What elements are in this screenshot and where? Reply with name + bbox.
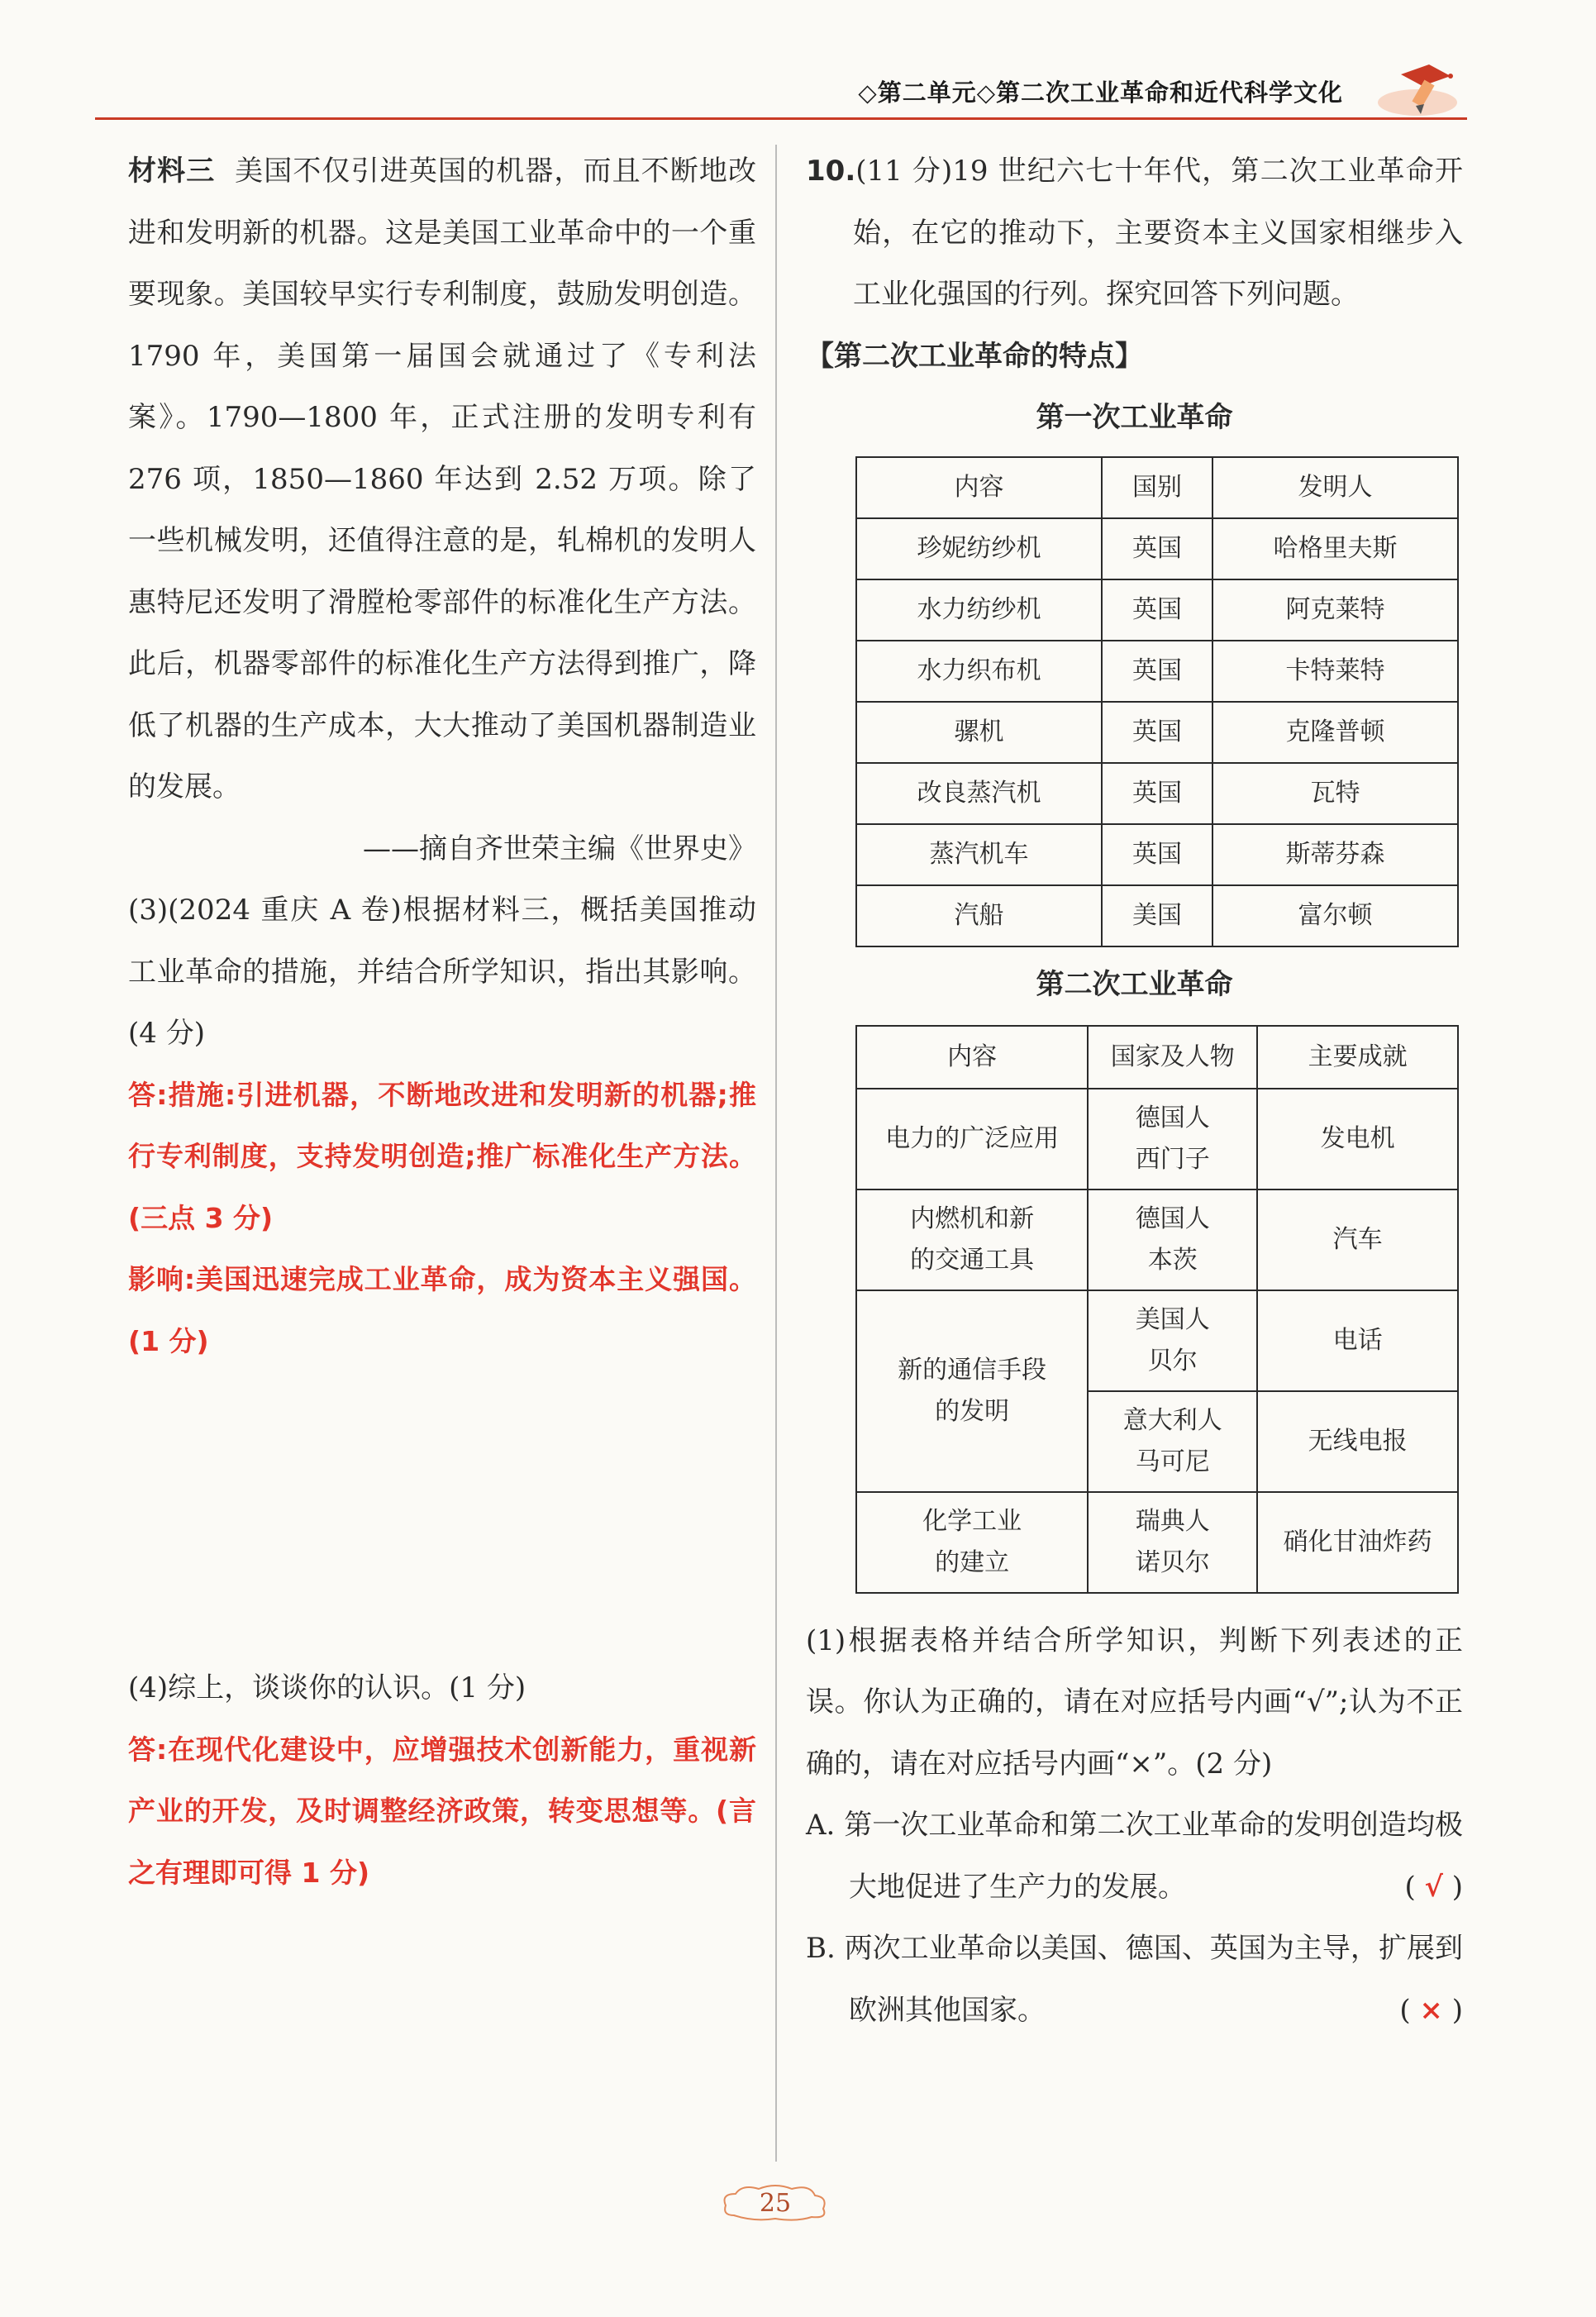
question-10: [806, 141, 1463, 326]
table-header-cell: 内容: [856, 1026, 1088, 1089]
option-b: B. 两次工业革命以美国、德国、英国为主导，扩展到欧洲其他国家。 ( × ): [806, 1918, 1463, 2041]
first-revolution-table: [855, 456, 1459, 947]
check-mark: √: [1424, 1870, 1443, 1904]
graduation-pencil-icon: [1368, 56, 1467, 121]
question-3: (3)(2024 重庆 A 卷)根据材料三，概括美国推动工业革命的措施，并结合所学知识，指出其影响。(4 分): [128, 894, 756, 1050]
table-header-row: [856, 1026, 1458, 1089]
question-10-number: 10.: [806, 155, 856, 188]
answer-3-impact: 影响:美国迅速完成工业革命，成为资本主义强国。(1 分): [128, 1263, 756, 1357]
page-header: [95, 64, 1467, 122]
table-cell: 美国: [1102, 885, 1212, 946]
table1-caption: 第一次工业革命: [1036, 400, 1233, 434]
table-header-cell: 主要成就: [1257, 1026, 1458, 1089]
table-row: [856, 824, 1458, 885]
table-cell: 德国人 本茨: [1088, 1189, 1257, 1290]
table-cell: 发电机: [1257, 1089, 1458, 1189]
table-cell: 英国: [1102, 824, 1212, 885]
table-cell: 蒸汽机车: [856, 824, 1102, 885]
table-cell: 哈格里夫斯: [1212, 518, 1458, 579]
table-row: [856, 641, 1458, 702]
second-revolution-table: [855, 1025, 1459, 1594]
material-text: 美国不仅引进英国的机器，而且不断地改进和发明新的机器。这是美国工业革命中的一个重要现象。美国较早实行专利制度，鼓励发明创造。1790 年，美国第一届国会就通过了《专利法案》。1790—1800 年，正式注册的发明专利有 276 项，1850—1860 年达到 2.52 万项。除了一些机械发明，还值得注意的是，轧棉机的发明人惠特尼还发明了滑膛枪零部件的标准化生产方法。此后，机器零部件的标准化生产方法得到推广，降低了机器的生产成本，大大推动了美国机器制造业的发展。: [128, 155, 757, 803]
table-cell: 阿克莱特: [1212, 579, 1458, 641]
table-cell: 改良蒸汽机: [856, 763, 1102, 824]
page-number: 25: [717, 2182, 833, 2224]
table-cell: 意大利人 马可尼: [1088, 1391, 1257, 1492]
table2-caption: 第二次工业革命: [1036, 967, 1233, 1001]
table-cell: 瑞典人 诺贝尔: [1088, 1492, 1257, 1593]
answer-bracket-a: ( √ ): [1404, 1870, 1463, 1904]
table-cell: 瓦特: [1212, 763, 1458, 824]
table-cell: 英国: [1102, 518, 1212, 579]
table-cell: 富尔顿: [1212, 885, 1458, 946]
table-row: [856, 579, 1458, 641]
left-column: [128, 141, 756, 1904]
table-cell: 美国人 贝尔: [1088, 1290, 1257, 1391]
table-row: [856, 763, 1458, 824]
column-divider: [775, 145, 777, 2162]
option-a: A. 第一次工业革命和第二次工业革命的发明创造均极大地促进了生产力的发展。 ( √ ): [806, 1795, 1463, 1918]
cross-mark: ×: [1419, 1993, 1443, 2027]
table-row: [856, 518, 1458, 579]
table-row: [856, 1290, 1458, 1391]
question-10-1: (1)根据表格并结合所学知识，判断下列表述的正误。你认为正确的，请在对应括号内画“√”;认为不正确的，请在对应括号内画“×”。(2 分): [806, 1623, 1463, 1781]
table-cell: 水力织布机: [856, 641, 1102, 702]
table-cell: 新的通信手段 的发明: [856, 1290, 1088, 1492]
table-row: [856, 1492, 1458, 1593]
material-label: 材料三: [128, 155, 216, 188]
table-cell: 珍妮纺纱机: [856, 518, 1102, 579]
table-cell: 英国: [1102, 579, 1212, 641]
table-cell: 英国: [1102, 641, 1212, 702]
answer-3-measures: 答:措施:引进机器，不断地改进和发明新的机器;推行专利制度，支持发明创造;推广标准化生产方法。(三点 3 分): [128, 1078, 756, 1234]
table-cell: 骡机: [856, 702, 1102, 763]
table-cell: 卡特莱特: [1212, 641, 1458, 702]
table-cell: 水力纺纱机: [856, 579, 1102, 641]
table-header-cell: 国别: [1102, 457, 1212, 518]
table-row: [856, 702, 1458, 763]
material-three: [128, 141, 756, 818]
table-cell: 斯蒂芬森: [1212, 824, 1458, 885]
table-cell: 化学工业 的建立: [856, 1492, 1088, 1593]
table-cell: 电力的广泛应用: [856, 1089, 1088, 1189]
table-cell: 英国: [1102, 702, 1212, 763]
unit-title: ◇第二单元◇第二次工业革命和近代科学文化: [858, 79, 1343, 107]
table-cell: 德国人 西门子: [1088, 1089, 1257, 1189]
table-row: [856, 885, 1458, 946]
table-header-cell: 内容: [856, 457, 1102, 518]
table-header-row: [856, 457, 1458, 518]
answer-4: 答:在现代化建设中，应增强技术创新能力，重视新产业的开发，及时调整经济政策，转变思想等。(言之有理即可得 1 分): [128, 1733, 756, 1889]
header-rule: [95, 117, 1467, 120]
answer-bracket-b: ( × ): [1399, 1993, 1463, 2027]
table-row: [856, 1189, 1458, 1290]
table-cell: 汽船: [856, 885, 1102, 946]
table-row: [856, 1089, 1458, 1189]
table-cell: 无线电报: [1257, 1391, 1458, 1492]
table-cell: 英国: [1102, 763, 1212, 824]
question-10-text: (11 分)19 世纪六七十年代，第二次工业革命开始，在它的推动下，主要资本主义国家相继步入工业化强国的行列。探究回答下列问题。: [853, 155, 1463, 311]
table-cell: 硝化甘油炸药: [1257, 1492, 1458, 1593]
section-heading: 【第二次工业革命的特点】: [806, 339, 1143, 373]
table-header-cell: 国家及人物: [1088, 1026, 1257, 1089]
table-cell: 克隆普顿: [1212, 702, 1458, 763]
question-4: (4)综上，谈谈你的认识。(1 分): [128, 1671, 526, 1704]
right-column: [806, 141, 1463, 2041]
material-source: ——摘自齐世荣主编《世界史》: [363, 832, 756, 865]
table-header-cell: 发明人: [1212, 457, 1458, 518]
table-cell: 内燃机和新 的交通工具: [856, 1189, 1088, 1290]
table-cell: 汽车: [1257, 1189, 1458, 1290]
table-cell: 电话: [1257, 1290, 1458, 1391]
